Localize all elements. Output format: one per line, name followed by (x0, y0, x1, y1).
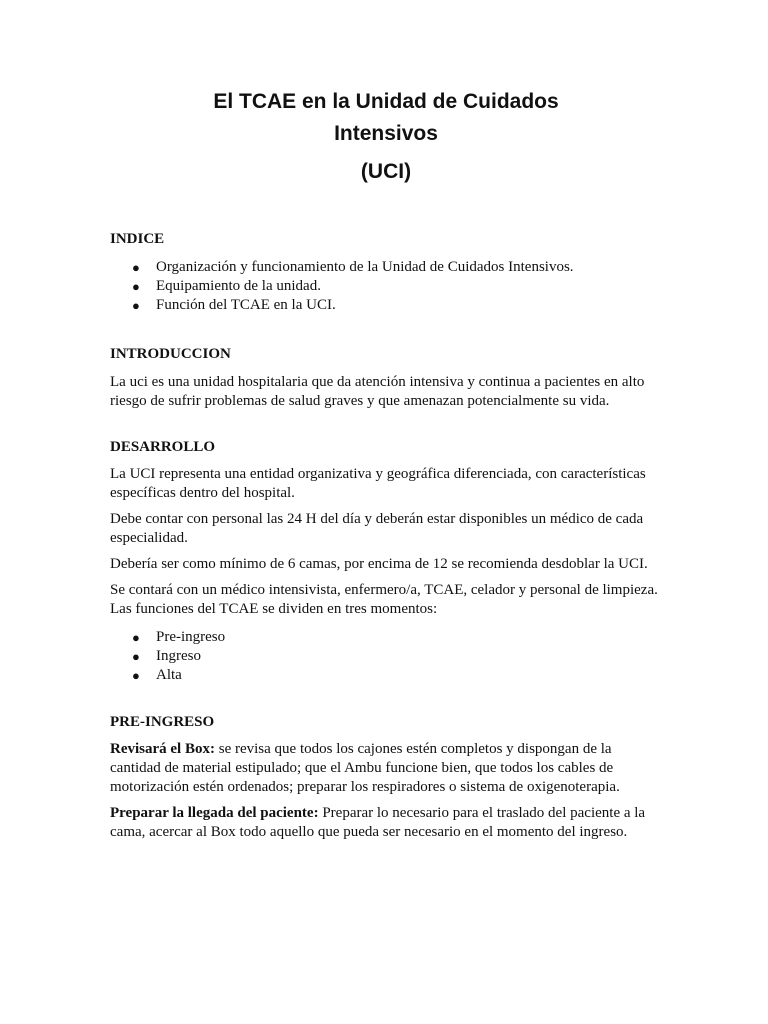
desarrollo-heading: DESARROLLO (110, 439, 216, 455)
list-item: ● Alta (132, 667, 182, 683)
indice-list (110, 258, 662, 315)
list-item: ● Pre-ingreso (132, 629, 226, 645)
title-line-2: Intensivos (334, 122, 438, 145)
list-item: ● Organización y funcionamiento de la Unidad de Cuidados Intensivos. (132, 259, 574, 275)
desarrollo-paragraph-4: Se contará con un médico intensivista, enfermero/a, TCAE, celador y personal de limpieza. Las funciones del TCAE se dividen en tres momentos: (110, 582, 658, 617)
preingreso-paragraph-2: Preparar la llegada del paciente: Preparar lo necesario para el traslado del paciente a la cama, acercar al Box todo aquello que pueda ser necesario en el momento del ingreso. (110, 805, 646, 840)
preparar-llegada-label: Preparar la llegada del paciente: (110, 805, 319, 821)
document-page (110, 86, 662, 842)
desarrollo-paragraph-3: Debería ser como mínimo de 6 camas, por encima de 12 se recomienda desdoblar la UCI. (110, 556, 648, 572)
bullet-icon: ● (132, 668, 140, 683)
document-subtitle: (UCI) (360, 160, 412, 183)
bullet-icon: ● (132, 630, 140, 645)
preingreso-paragraph-1: Revisará el Box: se revisa que todos los cajones estén completos y dispongan de la cantidad de material estipulado; que el Ambu funcione bien, que todos los cables de motorización estén ordenados; preparar los respiradores o sistema de oxigenoterapia. (110, 741, 620, 795)
desarrollo-paragraph-1: La UCI representa una entidad organizativa y geográfica diferenciada, con características específicas dentro del hospital. (110, 466, 646, 501)
preingreso-heading: PRE-INGRESO (110, 714, 215, 730)
revisara-box-label: Revisará el Box: (110, 741, 215, 757)
document-title (110, 86, 662, 150)
title-line-1: El TCAE en la Unidad de Cuidados (213, 90, 559, 113)
indice-heading: INDICE (110, 231, 165, 247)
momentos-list (110, 628, 662, 685)
introduccion-heading: INTRODUCCION (110, 346, 231, 362)
bullet-icon: ● (132, 298, 140, 313)
bullet-icon: ● (132, 649, 140, 664)
list-item: ● Ingreso (132, 648, 201, 664)
desarrollo-paragraph-2: Debe contar con personal las 24 H del día y deberán estar disponibles un médico de cada especialidad. (110, 511, 644, 546)
list-item: ● Función del TCAE en la UCI. (132, 297, 336, 313)
list-item: ● Equipamiento de la unidad. (132, 278, 321, 294)
bullet-icon: ● (132, 260, 140, 275)
bullet-icon: ● (132, 279, 140, 294)
introduccion-text: La uci es una unidad hospitalaria que da atención intensiva y continua a pacientes en alto riesgo de sufrir problemas de salud graves y que amenazan potencialmente su vida. (110, 374, 645, 409)
